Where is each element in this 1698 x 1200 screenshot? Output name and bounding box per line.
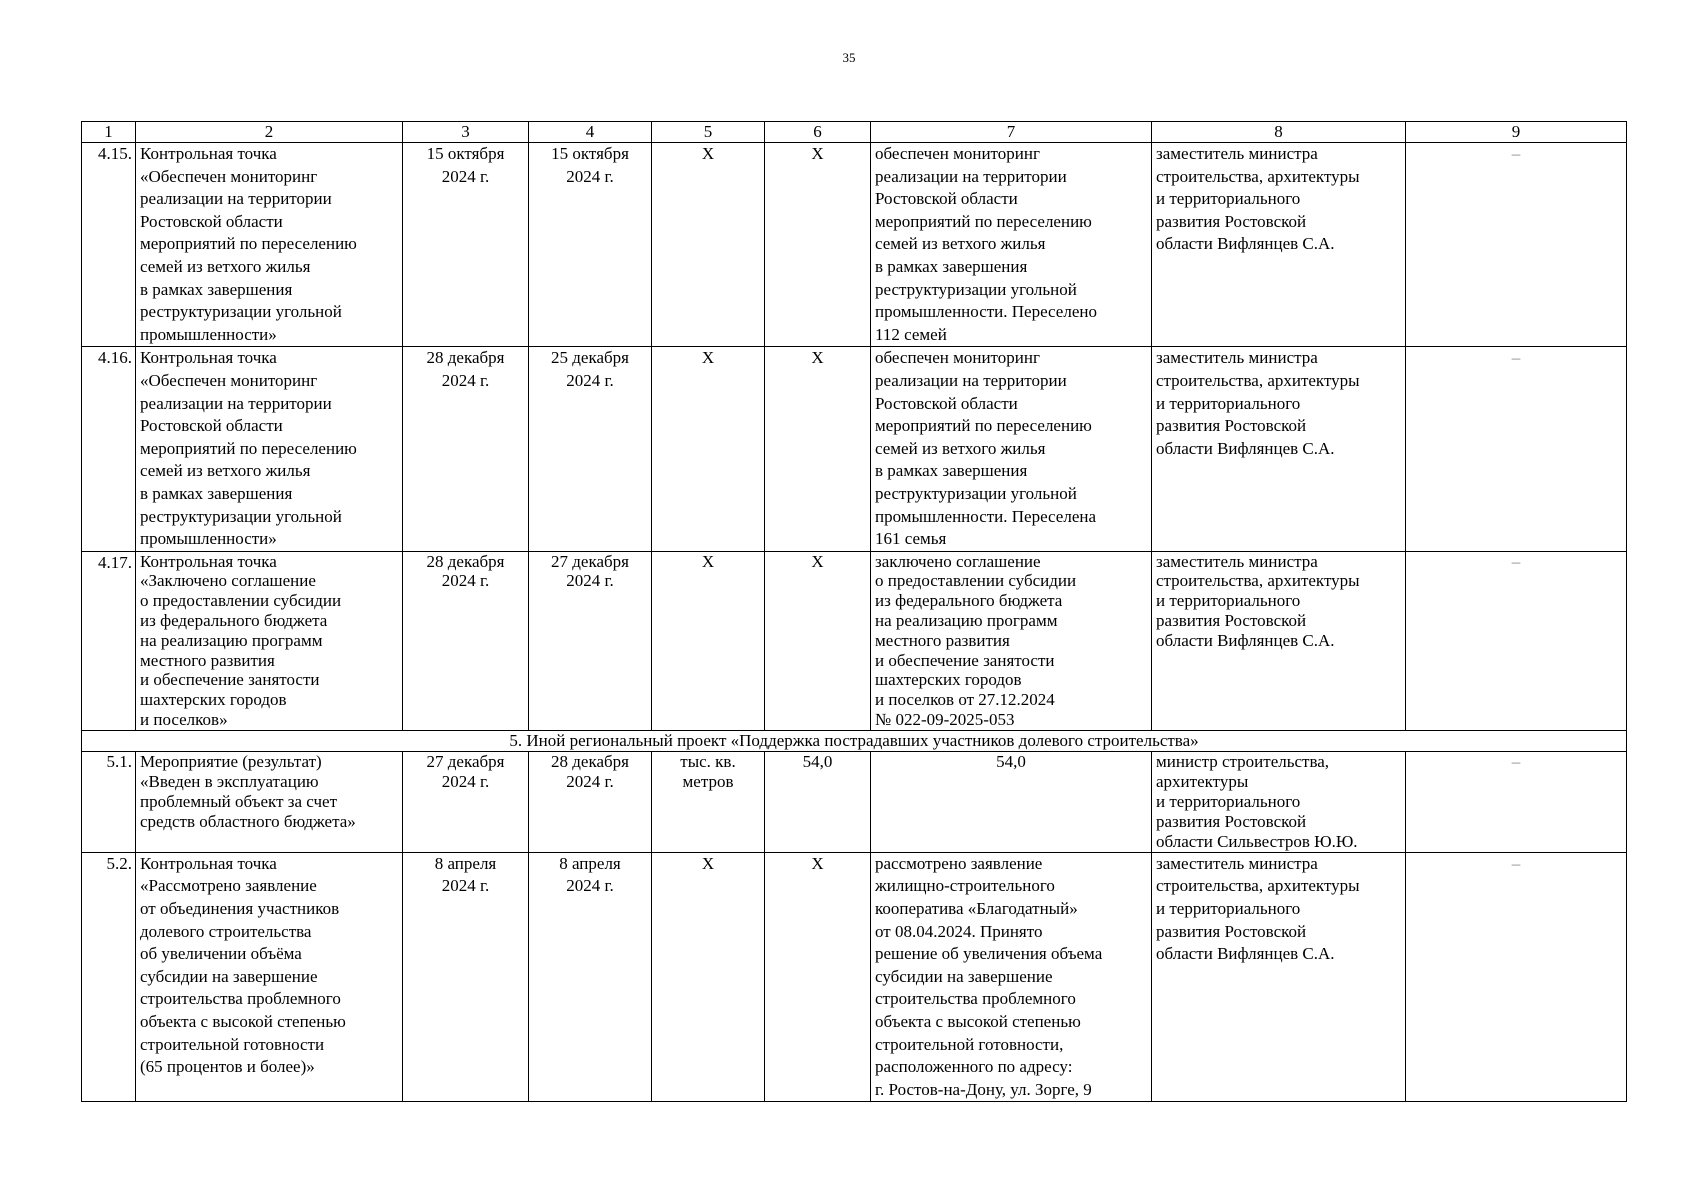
plan-value: Х [765,347,871,551]
plan-date: 15 октября 2024 г. [403,143,529,347]
plan-date: 27 декабря 2024 г. [403,751,529,852]
responsible: министр строительства, архитектуры и территориального развития Ростовской области Сильвестров Ю.Ю. [1152,751,1406,852]
item-name: Контрольная точка «Обеспечен мониторинг реализации на территории Ростовской области мероприятий по переселению семей из ветхого жилья в рамках завершения реструктуризации угольной промышленности» [136,143,403,347]
fact-date: 27 декабря 2024 г. [529,551,652,730]
plan-date: 8 апреля 2024 г. [403,852,529,1102]
report-table [81,121,1627,1102]
unit: Х [652,143,765,347]
responsible: заместитель министра строительства, архитектуры и территориального развития Ростовской области Вифлянцев С.А. [1152,143,1406,347]
unit: Х [652,852,765,1102]
row-number: 4.17. [82,551,136,730]
item-name: Контрольная точка «Рассмотрено заявление от объединения участников долевого строительства об увеличении объёма субсидии на завершение строительства проблемного объекта с высокой степенью строительной готовности (65 процентов и более)» [136,852,403,1102]
unit: тыс. кв. метров [652,751,765,852]
table-row [82,852,1627,1102]
note: – [1406,751,1627,852]
fact-date: 15 октября 2024 г. [529,143,652,347]
item-name: Контрольная точка «Заключено соглашение о предоставлении субсидии из федерального бюджета на реализацию программ местного развития и обеспечение занятости шахтерских городов и поселков» [136,551,403,730]
plan-value: Х [765,852,871,1102]
section-title: 5. Иной региональный проект «Поддержка пострадавших участников долевого строительства» [82,730,1627,751]
note: – [1406,852,1627,1102]
header-col-4: 4 [529,122,652,143]
result: обеспечен мониторинг реализации на территории Ростовской области мероприятий по переселению семей из ветхого жилья в рамках завершения реструктуризации угольной промышленности. Переселено 112 семей [871,143,1152,347]
table-row [82,143,1627,347]
header-col-2: 2 [136,122,403,143]
row-number: 4.16. [82,347,136,551]
row-number: 4.15. [82,143,136,347]
table-row [82,347,1627,551]
header-col-7: 7 [871,122,1152,143]
header-col-3: 3 [403,122,529,143]
page-number: 35 [842,50,856,65]
result: заключено соглашение о предоставлении субсидии из федерального бюджета на реализацию программ местного развития и обеспечение занятости шахтерских городов и поселков от 27.12.2024 № 022-09-2025-053 [871,551,1152,730]
item-name: Мероприятие (результат) «Введен в эксплуатацию проблемный объект за счет средств областного бюджета» [136,751,403,852]
header-row [82,122,1627,143]
note: – [1406,551,1627,730]
plan-date: 28 декабря 2024 г. [403,551,529,730]
row-number: 5.1. [82,751,136,852]
plan-value: Х [765,551,871,730]
fact-date: 25 декабря 2024 г. [529,347,652,551]
plan-value: 54,0 [765,751,871,852]
unit: Х [652,551,765,730]
section-row [82,730,1627,751]
header-col-5: 5 [652,122,765,143]
result: 54,0 [871,751,1152,852]
plan-value: Х [765,143,871,347]
result: рассмотрено заявление жилищно-строительного кооператива «Благодатный» от 08.04.2024. Принято решение об увеличения объема субсидии на завершение строительства проблемного объекта с высокой степенью строительной готовности, расположенного по адресу: г. Ростов-на-Дону, ул. Зорге, 9 [871,852,1152,1102]
result: обеспечен мониторинг реализации на территории Ростовской области мероприятий по переселению семей из ветхого жилья в рамках завершения реструктуризации угольной промышленности. Переселена 161 семья [871,347,1152,551]
header-col-8: 8 [1152,122,1406,143]
item-name: Контрольная точка «Обеспечен мониторинг реализации на территории Ростовской области мероприятий по переселению семей из ветхого жилья в рамках завершения реструктуризации угольной промышленности» [136,347,403,551]
responsible: заместитель министра строительства, архитектуры и территориального развития Ростовской области Вифлянцев С.А. [1152,852,1406,1102]
header-col-6: 6 [765,122,871,143]
fact-date: 28 декабря 2024 г. [529,751,652,852]
note: – [1406,143,1627,347]
header-col-1: 1 [82,122,136,143]
note: – [1406,347,1627,551]
unit: Х [652,347,765,551]
table-row [82,551,1627,730]
header-col-9: 9 [1406,122,1627,143]
responsible: заместитель министра строительства, архитектуры и территориального развития Ростовской области Вифлянцев С.А. [1152,551,1406,730]
responsible: заместитель министра строительства, архитектуры и территориального развития Ростовской области Вифлянцев С.А. [1152,347,1406,551]
plan-date: 28 декабря 2024 г. [403,347,529,551]
fact-date: 8 апреля 2024 г. [529,852,652,1102]
row-number: 5.2. [82,852,136,1102]
table-row [82,751,1627,852]
